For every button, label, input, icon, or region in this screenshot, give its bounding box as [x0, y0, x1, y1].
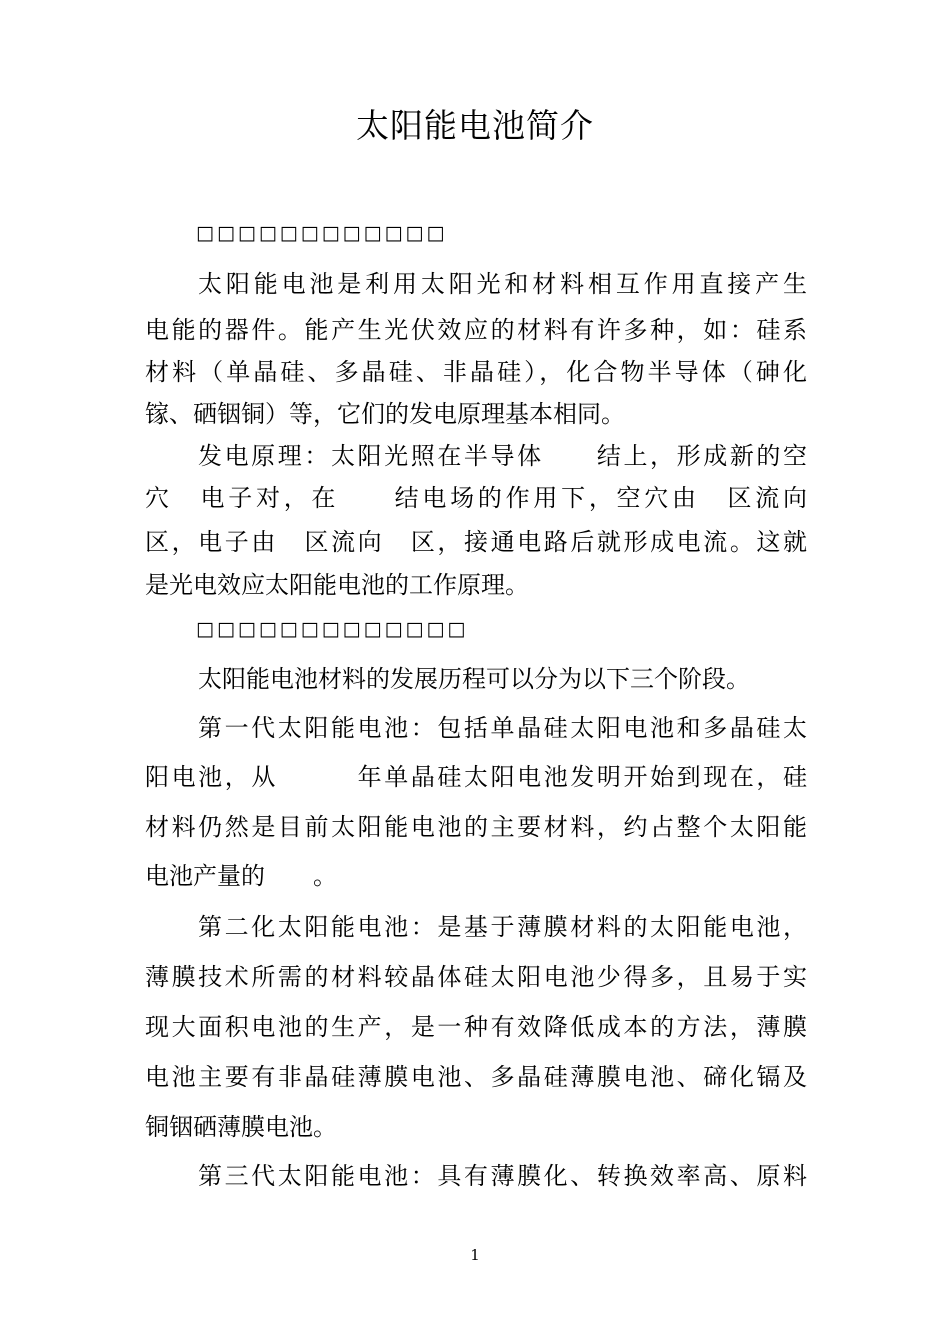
- paragraph-line: 现大面积电池的生产，是一种有效降低成本的方法，薄膜: [145, 1013, 807, 1041]
- paragraph-line: 太阳能电池是利用太阳光和材料相互作用直接产生: [198, 270, 807, 298]
- paragraph-line: 发电原理：太阳光照在半导体 结上，形成新的空: [198, 442, 807, 470]
- paragraph-line: 第二化太阳能电池：是基于薄膜材料的太阳能电池，: [198, 913, 807, 941]
- paragraph-line: 第一代太阳能电池：包括单晶硅太阳电池和多晶硅太: [198, 714, 807, 742]
- paragraph-line: 是光电效应太阳能电池的工作原理。: [145, 571, 529, 599]
- paragraph-line: 薄膜技术所需的材料较晶体硅太阳电池少得多，且易于实: [145, 963, 807, 991]
- paragraph-line: 穴 电子对，在 结电场的作用下，空穴由 区流向: [145, 484, 831, 512]
- page-number: 1: [470, 1246, 480, 1264]
- paragraph-line: 电池主要有非晶硅薄膜电池、多晶硅薄膜电池、碲化镉及: [145, 1063, 807, 1091]
- paragraph-line: 第三代太阳能电池：具有薄膜化、转换效率高、原料: [198, 1162, 807, 1190]
- paragraph-line: 阳电池，从 年单晶硅太阳电池发明开始到现在，硅: [145, 763, 807, 791]
- section-2-heading: □□□□□□□□□□□□□: [196, 618, 469, 640]
- paragraph-line: 材料仍然是目前太阳能电池的主要材料，约占整个太阳能: [145, 813, 807, 841]
- paragraph-line: 电能的器件。能产生光伏效应的材料有许多种，如：硅系: [145, 316, 807, 344]
- paragraph-line: 铜铟硒薄膜电池。: [145, 1113, 337, 1141]
- page-title: 太阳能电池简介: [356, 106, 594, 145]
- paragraph-line: 电池产量的 。: [145, 862, 337, 890]
- paragraph-line: 材料（单晶硅、多晶硅、非晶硅），化合物半导体（砷化: [145, 358, 807, 386]
- paragraph-line: 区，电子由 区流向 区，接通电路后就形成电流。这就: [145, 528, 807, 556]
- section-1-heading: □□□□□□□□□□□□: [196, 222, 448, 244]
- paragraph-line: 太阳能电池材料的发展历程可以分为以下三个阶段。: [198, 665, 750, 693]
- paragraph-line: 镓、硒铟铜）等，它们的发电原理基本相同。: [145, 400, 625, 428]
